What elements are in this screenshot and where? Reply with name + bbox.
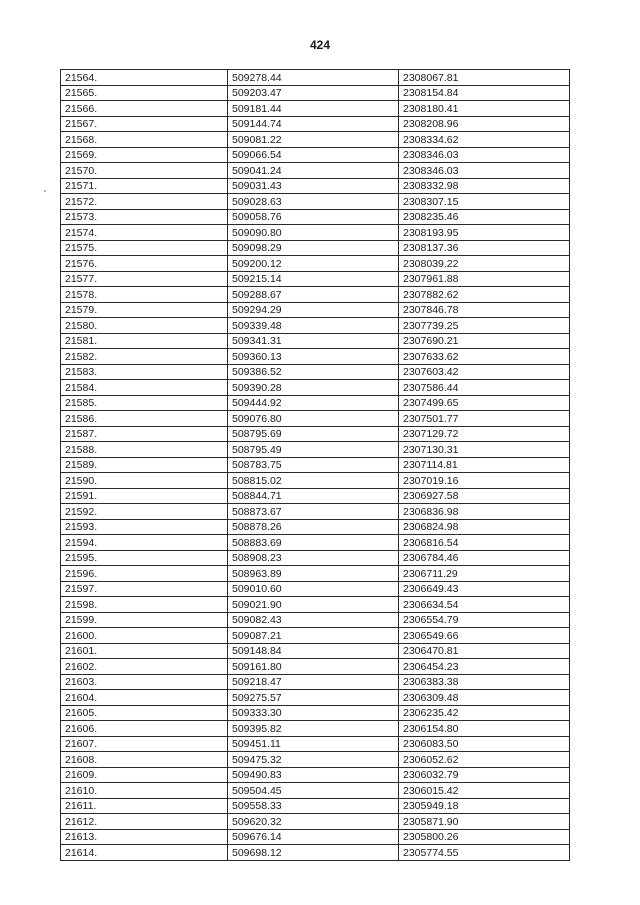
- table-row: [61, 721, 570, 737]
- table-row: [61, 70, 570, 86]
- table-row: [61, 380, 570, 396]
- point-number-cell: 21603.: [61, 674, 228, 690]
- point-number-cell: 21597.: [61, 581, 228, 597]
- y-coordinate-cell: 2308346.03: [399, 147, 570, 163]
- y-coordinate-cell: 2306154.80: [399, 721, 570, 737]
- x-coordinate-cell: 509278.44: [228, 70, 399, 86]
- table-row: [61, 116, 570, 132]
- x-coordinate-cell: 509620.32: [228, 814, 399, 830]
- x-coordinate-cell: 509218.47: [228, 674, 399, 690]
- point-number-cell: 21584.: [61, 380, 228, 396]
- y-coordinate-cell: 2307603.42: [399, 364, 570, 380]
- table-row: [61, 132, 570, 148]
- y-coordinate-cell: 2306784.46: [399, 550, 570, 566]
- y-coordinate-cell: 2307114.81: [399, 457, 570, 473]
- table-row: [61, 535, 570, 551]
- x-coordinate-cell: 508883.69: [228, 535, 399, 551]
- point-number-cell: 21587.: [61, 426, 228, 442]
- table-row: [61, 674, 570, 690]
- y-coordinate-cell: 2307130.31: [399, 442, 570, 458]
- x-coordinate-cell: 509076.80: [228, 411, 399, 427]
- x-coordinate-cell: 508908.23: [228, 550, 399, 566]
- point-number-cell: 21580.: [61, 318, 228, 334]
- y-coordinate-cell: 2306816.54: [399, 535, 570, 551]
- x-coordinate-cell: 509058.76: [228, 209, 399, 225]
- table-row: [61, 349, 570, 365]
- point-number-cell: 21564.: [61, 70, 228, 86]
- table-row: [61, 550, 570, 566]
- x-coordinate-cell: 509010.60: [228, 581, 399, 597]
- point-number-cell: 21594.: [61, 535, 228, 551]
- x-coordinate-cell: 509558.33: [228, 798, 399, 814]
- table-row: [61, 209, 570, 225]
- x-coordinate-cell: 509098.29: [228, 240, 399, 256]
- table-row: [61, 147, 570, 163]
- y-coordinate-cell: 2307846.78: [399, 302, 570, 318]
- x-coordinate-cell: 509090.80: [228, 225, 399, 241]
- y-coordinate-cell: 2308039.22: [399, 256, 570, 272]
- x-coordinate-cell: 509339.48: [228, 318, 399, 334]
- point-number-cell: 21607.: [61, 736, 228, 752]
- table-row: [61, 457, 570, 473]
- x-coordinate-cell: 509028.63: [228, 194, 399, 210]
- y-coordinate-cell: 2307633.62: [399, 349, 570, 365]
- point-number-cell: 21581.: [61, 333, 228, 349]
- point-number-cell: 21578.: [61, 287, 228, 303]
- x-coordinate-cell: 509294.29: [228, 302, 399, 318]
- table-row: [61, 752, 570, 768]
- table-row: [61, 845, 570, 861]
- x-coordinate-cell: 509081.22: [228, 132, 399, 148]
- coordinate-table-body: [61, 70, 570, 861]
- point-number-cell: 21608.: [61, 752, 228, 768]
- y-coordinate-cell: 2307586.44: [399, 380, 570, 396]
- x-coordinate-cell: 509087.21: [228, 628, 399, 644]
- point-number-cell: 21614.: [61, 845, 228, 861]
- x-coordinate-cell: 509390.28: [228, 380, 399, 396]
- table-row: [61, 798, 570, 814]
- y-coordinate-cell: 2308334.62: [399, 132, 570, 148]
- table-row: [61, 473, 570, 489]
- table-row: [61, 628, 570, 644]
- point-number-cell: 21611.: [61, 798, 228, 814]
- x-coordinate-cell: 508963.89: [228, 566, 399, 582]
- point-number-cell: 21565.: [61, 85, 228, 101]
- x-coordinate-cell: 509333.30: [228, 705, 399, 721]
- x-coordinate-cell: 509490.83: [228, 767, 399, 783]
- table-row: [61, 302, 570, 318]
- y-coordinate-cell: 2308235.46: [399, 209, 570, 225]
- x-coordinate-cell: 509444.92: [228, 395, 399, 411]
- table-row: [61, 395, 570, 411]
- y-coordinate-cell: 2308180.41: [399, 101, 570, 117]
- y-coordinate-cell: 2305800.26: [399, 829, 570, 845]
- point-number-cell: 21602.: [61, 659, 228, 675]
- table-row: [61, 814, 570, 830]
- y-coordinate-cell: 2305774.55: [399, 845, 570, 861]
- table-row: [61, 225, 570, 241]
- x-coordinate-cell: 508815.02: [228, 473, 399, 489]
- table-row: [61, 829, 570, 845]
- x-coordinate-cell: 509148.84: [228, 643, 399, 659]
- table-row: [61, 256, 570, 272]
- x-coordinate-cell: 509041.24: [228, 163, 399, 179]
- point-number-cell: 21591.: [61, 488, 228, 504]
- table-row: [61, 783, 570, 799]
- x-coordinate-cell: 509203.47: [228, 85, 399, 101]
- y-coordinate-cell: 2308067.81: [399, 70, 570, 86]
- x-coordinate-cell: 509451.11: [228, 736, 399, 752]
- point-number-cell: 21570.: [61, 163, 228, 179]
- table-row: [61, 504, 570, 520]
- table-row: [61, 488, 570, 504]
- y-coordinate-cell: 2306549.66: [399, 628, 570, 644]
- table-row: [61, 333, 570, 349]
- x-coordinate-cell: 509181.44: [228, 101, 399, 117]
- x-coordinate-cell: 509288.67: [228, 287, 399, 303]
- y-coordinate-cell: 2307129.72: [399, 426, 570, 442]
- x-coordinate-cell: 509215.14: [228, 271, 399, 287]
- x-coordinate-cell: 509386.52: [228, 364, 399, 380]
- x-coordinate-cell: 509066.54: [228, 147, 399, 163]
- x-coordinate-cell: 509475.32: [228, 752, 399, 768]
- y-coordinate-cell: 2305871.90: [399, 814, 570, 830]
- y-coordinate-cell: 2306052.62: [399, 752, 570, 768]
- y-coordinate-cell: 2306824.98: [399, 519, 570, 535]
- point-number-cell: 21585.: [61, 395, 228, 411]
- point-number-cell: 21590.: [61, 473, 228, 489]
- y-coordinate-cell: 2308154.84: [399, 85, 570, 101]
- point-number-cell: 21568.: [61, 132, 228, 148]
- point-number-cell: 21582.: [61, 349, 228, 365]
- table-row: [61, 101, 570, 117]
- table-row: [61, 659, 570, 675]
- point-number-cell: 21612.: [61, 814, 228, 830]
- table-row: [61, 287, 570, 303]
- table-row: [61, 442, 570, 458]
- point-number-cell: 21586.: [61, 411, 228, 427]
- y-coordinate-cell: 2306015.42: [399, 783, 570, 799]
- point-number-cell: 21577.: [61, 271, 228, 287]
- table-row: [61, 85, 570, 101]
- table-row: [61, 194, 570, 210]
- point-number-cell: 21596.: [61, 566, 228, 582]
- table-row: [61, 597, 570, 613]
- y-coordinate-cell: 2306470.81: [399, 643, 570, 659]
- margin-speck: [44, 190, 46, 192]
- table-row: [61, 178, 570, 194]
- table-row: [61, 705, 570, 721]
- y-coordinate-cell: 2306711.29: [399, 566, 570, 582]
- y-coordinate-cell: 2306836.98: [399, 504, 570, 520]
- x-coordinate-cell: 509144.74: [228, 116, 399, 132]
- table-row: [61, 364, 570, 380]
- point-number-cell: 21567.: [61, 116, 228, 132]
- x-coordinate-cell: 508795.69: [228, 426, 399, 442]
- table-row: [61, 767, 570, 783]
- page-number: 424: [309, 38, 331, 52]
- y-coordinate-cell: 2307499.65: [399, 395, 570, 411]
- point-number-cell: 21606.: [61, 721, 228, 737]
- y-coordinate-cell: 2307501.77: [399, 411, 570, 427]
- x-coordinate-cell: 509341.31: [228, 333, 399, 349]
- y-coordinate-cell: 2306309.48: [399, 690, 570, 706]
- y-coordinate-cell: 2307690.21: [399, 333, 570, 349]
- y-coordinate-cell: 2306634.54: [399, 597, 570, 613]
- y-coordinate-cell: 2308137.36: [399, 240, 570, 256]
- point-number-cell: 21613.: [61, 829, 228, 845]
- x-coordinate-cell: 509275.57: [228, 690, 399, 706]
- y-coordinate-cell: 2308346.03: [399, 163, 570, 179]
- table-row: [61, 411, 570, 427]
- x-coordinate-cell: 508873.67: [228, 504, 399, 520]
- point-number-cell: 21579.: [61, 302, 228, 318]
- point-number-cell: 21605.: [61, 705, 228, 721]
- point-number-cell: 21593.: [61, 519, 228, 535]
- point-number-cell: 21609.: [61, 767, 228, 783]
- table-row: [61, 240, 570, 256]
- y-coordinate-cell: 2308208.96: [399, 116, 570, 132]
- table-row: [61, 163, 570, 179]
- x-coordinate-cell: 508783.75: [228, 457, 399, 473]
- y-coordinate-cell: 2305949.18: [399, 798, 570, 814]
- x-coordinate-cell: 509200.12: [228, 256, 399, 272]
- y-coordinate-cell: 2308307.15: [399, 194, 570, 210]
- x-coordinate-cell: 509504.45: [228, 783, 399, 799]
- point-number-cell: 21569.: [61, 147, 228, 163]
- point-number-cell: 21572.: [61, 194, 228, 210]
- table-row: [61, 612, 570, 628]
- x-coordinate-cell: 508844.71: [228, 488, 399, 504]
- y-coordinate-cell: 2307882.62: [399, 287, 570, 303]
- point-number-cell: 21592.: [61, 504, 228, 520]
- y-coordinate-cell: 2308193.95: [399, 225, 570, 241]
- y-coordinate-cell: 2306235.42: [399, 705, 570, 721]
- x-coordinate-cell: 509161.80: [228, 659, 399, 675]
- x-coordinate-cell: 509082.43: [228, 612, 399, 628]
- point-number-cell: 21573.: [61, 209, 228, 225]
- point-number-cell: 21610.: [61, 783, 228, 799]
- y-coordinate-cell: 2307739.25: [399, 318, 570, 334]
- table-row: [61, 271, 570, 287]
- y-coordinate-cell: 2306083.50: [399, 736, 570, 752]
- coordinate-table: [60, 69, 570, 861]
- point-number-cell: 21599.: [61, 612, 228, 628]
- x-coordinate-cell: 509395.82: [228, 721, 399, 737]
- table-row: [61, 318, 570, 334]
- point-number-cell: 21583.: [61, 364, 228, 380]
- table-row: [61, 690, 570, 706]
- x-coordinate-cell: 509021.90: [228, 597, 399, 613]
- y-coordinate-cell: 2307961.88: [399, 271, 570, 287]
- x-coordinate-cell: 509676.14: [228, 829, 399, 845]
- point-number-cell: 21604.: [61, 690, 228, 706]
- point-number-cell: 21598.: [61, 597, 228, 613]
- y-coordinate-cell: 2306383.38: [399, 674, 570, 690]
- point-number-cell: 21589.: [61, 457, 228, 473]
- table-row: [61, 519, 570, 535]
- point-number-cell: 21588.: [61, 442, 228, 458]
- table-row: [61, 566, 570, 582]
- y-coordinate-cell: 2306554.79: [399, 612, 570, 628]
- point-number-cell: 21595.: [61, 550, 228, 566]
- x-coordinate-cell: 509698.12: [228, 845, 399, 861]
- point-number-cell: 21571.: [61, 178, 228, 194]
- table-row: [61, 643, 570, 659]
- x-coordinate-cell: 509031.43: [228, 178, 399, 194]
- x-coordinate-cell: 508795.49: [228, 442, 399, 458]
- y-coordinate-cell: 2306927.58: [399, 488, 570, 504]
- point-number-cell: 21601.: [61, 643, 228, 659]
- table-row: [61, 581, 570, 597]
- y-coordinate-cell: 2307019.16: [399, 473, 570, 489]
- table-row: [61, 736, 570, 752]
- point-number-cell: 21574.: [61, 225, 228, 241]
- y-coordinate-cell: 2306454.23: [399, 659, 570, 675]
- point-number-cell: 21600.: [61, 628, 228, 644]
- x-coordinate-cell: 508878.26: [228, 519, 399, 535]
- y-coordinate-cell: 2306032.79: [399, 767, 570, 783]
- point-number-cell: 21576.: [61, 256, 228, 272]
- table-row: [61, 426, 570, 442]
- y-coordinate-cell: 2306649.43: [399, 581, 570, 597]
- point-number-cell: 21575.: [61, 240, 228, 256]
- point-number-cell: 21566.: [61, 101, 228, 117]
- y-coordinate-cell: 2308332.98: [399, 178, 570, 194]
- x-coordinate-cell: 509360.13: [228, 349, 399, 365]
